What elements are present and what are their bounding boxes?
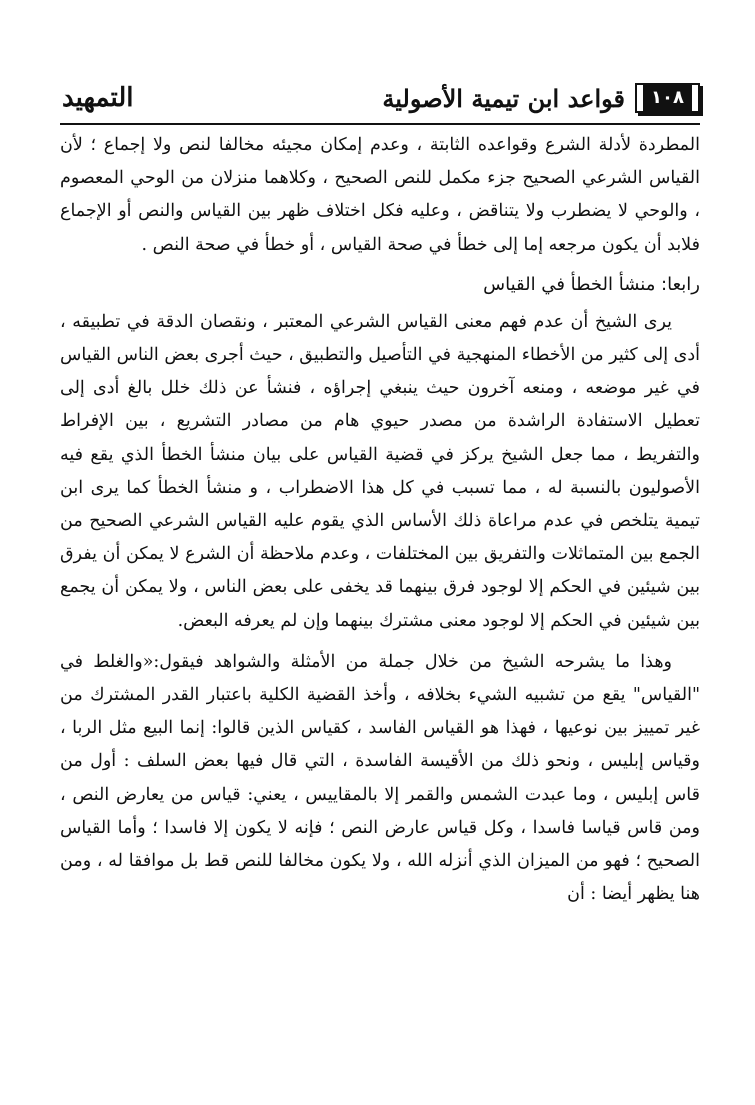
paragraph-gap xyxy=(60,638,700,646)
page-content xyxy=(60,129,700,911)
page-header xyxy=(60,75,700,125)
section-heading: رابعا: منشأ الخطأ في القياس xyxy=(483,273,700,295)
page-number-box xyxy=(635,83,700,113)
book-title: قواعد ابن تيمية الأصولية xyxy=(382,83,626,113)
book-page xyxy=(60,75,700,1075)
paragraph-1: المطردة لأدلة الشرع وقواعده الثابتة ، وعدم إمكان مجيئه مخالفا لنص ولا إجماع ؛ لأن القياس الشرعي الصحيح جزء مكمل للنص الصحيح ، وكلاهما منزلان من الوحي المعصوم ، والوحي لا يضطرب ولا يتناقض ، وعليه فكل اختلاف ظهر بين القياس والنص أو الإجماع فلابد أن يكون مرجعه إما إلى خطأ في صحة القياس ، أو خطأ في صحة النص . xyxy=(60,135,700,255)
paragraph-2: يرى الشيخ أن عدم فهم معنى القياس الشرعي المعتبر ، ونقصان الدقة في تطبيقه ، أدى إلى كثير من الأخطاء المنهجية في التأصيل والتطبيق ، حيث أجرى بعض الناس القياس في غير موضعه ، ومنعه آخرون حيث ينبغي إجراؤه ، فنشأ عن ذلك خلل بالغ أدى إلى تعطيل الاستفادة الراشدة من مصدر حيوي هام من مصادر التشريع ، بين الإفراط والتفريط ، مما جعل الشيخ يركز في قضية القياس على بيان منشأ الخطأ الذي يقع فيه الأصوليون بالنسبة له ، مما تسبب في كل هذا الاضطراب ، و منشأ الخطأ كما يرى ابن تيمية يتلخص في عدم مراعاة ذلك الأساس الذي يقوم عليه القياس الشرعي الصحيح من الجمع بين المتماثلات والتفريق بين المختلفات ، وعدم ملاحظة أن الشرع لا يمكن أن يفرق بين شيئين في الحكم إلا لوجود فرق بينهما قد يخفى على بعض الناس ، ولا يمكن أن يجمع بين شيئين في الحكم إلا لوجود معنى مشترك بينهما وإن لم يعرفه البعض. xyxy=(60,311,700,631)
chapter-title: التمهيد xyxy=(62,83,134,113)
paragraph-3: وهذا ما يشرحه الشيخ من خلال جملة من الأمثلة والشواهد فيقول:«والغلط في "القياس" يقع من تشبيه الشيء بخلافه ، وأخذ القضية الكلية باعتبار القدر المشترك من غير تمييز بين نوعيها ، فهذا هو القياس الفاسد ، كقياس الذين قالوا: إنما البيع مثل الربا ، وقياس إبليس ، ونحو ذلك من الأقيسة الفاسدة ، التي قال فيها بعض السلف : أول من قاس إبليس ، وما عبدت الشمس والقمر إلا بالمقاييس ، يعني: قياس من يعارض النص ، ومن قاس قياسا فاسدا ، وكل قياس عارض النص ؛ فإنه لا يكون إلا فاسدا ؛ وأما القياس الصحيح ؛ فهو من الميزان الذي أنزله الله ، ولا يكون مخالفا للنص قط بل موافقا له ، ومن هنا يظهر أيضا : أن xyxy=(60,651,700,905)
page-number: ١٠٨ xyxy=(643,85,692,111)
header-right-group xyxy=(382,83,700,113)
